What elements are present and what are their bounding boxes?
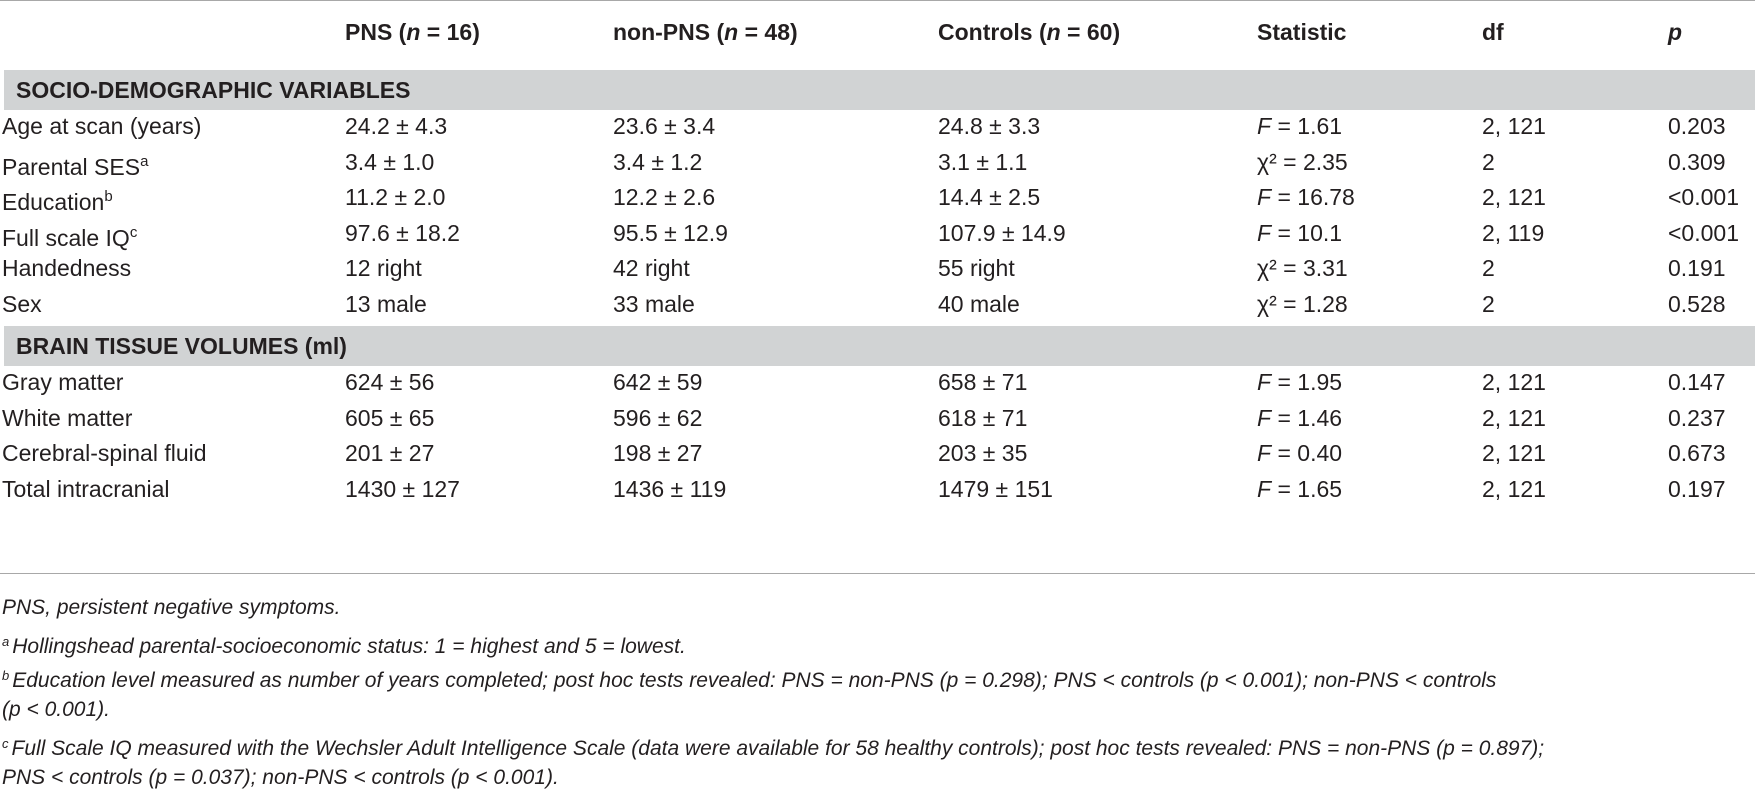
footnote-mark: a bbox=[2, 634, 10, 649]
cell-p: <0.001 bbox=[1668, 219, 1739, 246]
cell-controls: 658 ± 71 bbox=[938, 369, 1028, 395]
statistic-symbol: F bbox=[1257, 404, 1272, 431]
variable-label: Full scale IQ bbox=[2, 224, 130, 251]
cell-statistic bbox=[1257, 106, 1342, 146]
top-rule bbox=[0, 0, 1755, 1]
cell-p: 0.309 bbox=[1668, 148, 1726, 175]
statistic-value: = 10.1 bbox=[1271, 219, 1343, 246]
statistic-value: = 1.46 bbox=[1271, 404, 1343, 431]
table-row bbox=[0, 398, 1755, 438]
cell-variable bbox=[2, 433, 207, 473]
statistic-symbol: F bbox=[1257, 219, 1272, 246]
footnote-line bbox=[2, 589, 340, 626]
cell-df: 2, 121 bbox=[1482, 369, 1546, 395]
cell-statistic bbox=[1257, 248, 1348, 288]
cell-df: 2, 121 bbox=[1482, 440, 1546, 466]
cell-p: 0.528 bbox=[1668, 290, 1726, 317]
cell-pns: 13 male bbox=[345, 290, 427, 317]
cell-variable bbox=[2, 106, 201, 146]
cell-variable bbox=[2, 284, 42, 324]
header-df: df bbox=[1482, 19, 1504, 45]
cell-controls: 24.8 ± 3.3 bbox=[938, 113, 1041, 139]
table-row bbox=[0, 284, 1755, 324]
cell-statistic bbox=[1257, 142, 1348, 182]
table-row bbox=[0, 142, 1755, 182]
variable-label: Sex bbox=[2, 290, 42, 317]
cell-nonpns: 42 right bbox=[613, 255, 690, 281]
cell-controls: 107.9 ± 14.9 bbox=[938, 219, 1066, 246]
section-header bbox=[4, 326, 1755, 366]
cell-p: 0.147 bbox=[1668, 369, 1726, 395]
cell-p: 0.673 bbox=[1668, 440, 1726, 466]
header-statistic: Statistic bbox=[1257, 19, 1347, 45]
cell-pns: 11.2 ± 2.0 bbox=[345, 184, 446, 210]
cell-p: 0.191 bbox=[1668, 255, 1726, 281]
cell-pns: 605 ± 65 bbox=[345, 404, 435, 431]
variable-label: Handedness bbox=[2, 255, 132, 281]
statistic-symbol: F bbox=[1257, 184, 1272, 210]
statistic-value: = 2.35 bbox=[1276, 148, 1348, 175]
statistic-value: = 3.31 bbox=[1276, 255, 1348, 281]
cell-controls: 618 ± 71 bbox=[938, 404, 1028, 431]
statistic-symbol: F bbox=[1257, 440, 1272, 466]
variable-label: Education bbox=[2, 189, 105, 215]
cell-nonpns: 596 ± 62 bbox=[613, 404, 703, 431]
statistic-value: = 1.61 bbox=[1271, 113, 1343, 139]
footnote-text: Hollingshead parental-socioeconomic status: 1 = highest and 5 = lowest. bbox=[12, 635, 686, 658]
statistic-value: = 1.95 bbox=[1271, 369, 1343, 395]
footnote-text: PNS < controls (p = 0.037); non-PNS < controls (p < 0.001). bbox=[2, 766, 559, 789]
cell-controls: 1479 ± 151 bbox=[938, 475, 1053, 502]
cell-df: 2 bbox=[1482, 290, 1495, 317]
cell-p: 0.237 bbox=[1668, 404, 1726, 431]
cell-nonpns: 33 male bbox=[613, 290, 695, 317]
cell-nonpns: 95.5 ± 12.9 bbox=[613, 219, 728, 246]
section-header bbox=[4, 70, 1755, 110]
table-row bbox=[0, 106, 1755, 146]
cell-controls: 14.4 ± 2.5 bbox=[938, 184, 1041, 210]
section-title: SOCIO-DEMOGRAPHIC VARIABLES bbox=[16, 77, 411, 103]
cell-df: 2, 119 bbox=[1482, 219, 1545, 246]
cell-df: 2, 121 bbox=[1482, 113, 1546, 139]
table-row bbox=[0, 248, 1755, 288]
statistic-value: = 0.40 bbox=[1271, 440, 1343, 466]
cell-df: 2 bbox=[1482, 255, 1495, 281]
cell-controls: 3.1 ± 1.1 bbox=[938, 148, 1028, 175]
cell-nonpns: 198 ± 27 bbox=[613, 440, 703, 466]
table-row bbox=[0, 433, 1755, 473]
cell-df: 2, 121 bbox=[1482, 404, 1546, 431]
cell-variable bbox=[2, 248, 131, 288]
variable-label: Cerebral-spinal fluid bbox=[2, 440, 207, 466]
footnote-marker: a bbox=[140, 152, 149, 170]
footnote-text: (p < 0.001). bbox=[2, 698, 110, 721]
footnote-line bbox=[2, 657, 1496, 699]
footnote-text: Full Scale IQ measured with the Wechsler Adult Intelligence Scale (data were available for 58 healthy controls); post hoc tests revealed: PNS = non-PNS (p = 0.897); bbox=[11, 737, 1545, 760]
variable-label: Age at scan (years) bbox=[2, 113, 202, 139]
variable-label: Total intracranial bbox=[2, 475, 170, 502]
cell-statistic bbox=[1257, 362, 1342, 402]
footnote-marker: b bbox=[104, 188, 113, 205]
cell-pns: 1430 ± 127 bbox=[345, 475, 460, 502]
header-pns: PNS (n = 16) bbox=[345, 19, 480, 45]
cell-df: 2, 121 bbox=[1482, 475, 1546, 502]
statistic-symbol: χ² bbox=[1257, 255, 1277, 281]
statistic-symbol: χ² bbox=[1257, 290, 1277, 317]
cell-nonpns: 1436 ± 119 bbox=[613, 475, 727, 502]
variable-label: Gray matter bbox=[2, 369, 124, 395]
cell-nonpns: 642 ± 59 bbox=[613, 369, 703, 395]
statistic-symbol: χ² bbox=[1257, 148, 1277, 175]
variable-label: White matter bbox=[2, 404, 133, 431]
header-controls: Controls (n = 60) bbox=[938, 19, 1121, 45]
cell-pns: 3.4 ± 1.0 bbox=[345, 148, 435, 175]
cell-df: 2 bbox=[1482, 148, 1495, 175]
cell-statistic bbox=[1257, 177, 1355, 217]
table-row bbox=[0, 469, 1755, 509]
statistic-value: = 1.65 bbox=[1271, 475, 1343, 502]
cell-p: 0.203 bbox=[1668, 113, 1726, 139]
cell-df: 2, 121 bbox=[1482, 184, 1546, 210]
cell-p: <0.001 bbox=[1668, 184, 1739, 210]
statistic-value: = 16.78 bbox=[1271, 184, 1355, 210]
cell-nonpns: 3.4 ± 1.2 bbox=[613, 148, 703, 175]
table-row bbox=[0, 177, 1755, 217]
cell-statistic bbox=[1257, 398, 1342, 438]
variable-label: Parental SES bbox=[2, 153, 141, 180]
table-header-row bbox=[0, 12, 1755, 52]
footnote-line bbox=[2, 691, 110, 728]
statistic-value: = 1.28 bbox=[1276, 290, 1348, 317]
footnote-text: Education level measured as number of years completed; post hoc tests revealed: PNS = non-PNS (p = 0.298); PNS < controls (p < 0.001); non-PNS < controls bbox=[12, 669, 1497, 692]
cell-statistic bbox=[1257, 469, 1342, 509]
section-title: BRAIN TISSUE VOLUMES (ml) bbox=[16, 333, 347, 359]
cell-controls: 40 male bbox=[938, 290, 1020, 317]
statistic-symbol: F bbox=[1257, 475, 1272, 502]
cell-pns: 201 ± 27 bbox=[345, 440, 435, 466]
table-row bbox=[0, 362, 1755, 402]
cell-variable bbox=[2, 362, 123, 402]
cell-statistic bbox=[1257, 284, 1348, 324]
cell-pns: 24.2 ± 4.3 bbox=[345, 113, 448, 139]
cell-controls: 55 right bbox=[938, 255, 1015, 281]
header-nonpns: non-PNS (n = 48) bbox=[613, 19, 798, 45]
cell-nonpns: 12.2 ± 2.6 bbox=[613, 184, 716, 210]
cell-pns: 624 ± 56 bbox=[345, 369, 435, 395]
cell-pns: 97.6 ± 18.2 bbox=[345, 219, 460, 246]
footnote-mark: b bbox=[2, 668, 10, 683]
statistic-symbol: F bbox=[1257, 369, 1272, 395]
cell-controls: 203 ± 35 bbox=[938, 440, 1028, 466]
cell-nonpns: 23.6 ± 3.4 bbox=[613, 113, 716, 139]
footnote-line bbox=[2, 759, 559, 796]
cell-statistic bbox=[1257, 433, 1342, 473]
cell-p: 0.197 bbox=[1668, 475, 1726, 502]
cell-variable bbox=[2, 398, 132, 438]
cell-statistic bbox=[1257, 213, 1342, 253]
cell-pns: 12 right bbox=[345, 255, 422, 281]
statistic-symbol: F bbox=[1257, 113, 1272, 139]
footnote-mark: c bbox=[2, 736, 9, 751]
cell-variable bbox=[2, 469, 169, 509]
footnote-text: PNS, persistent negative symptoms. bbox=[2, 596, 341, 619]
table-row bbox=[0, 213, 1755, 253]
header-p: p bbox=[1668, 19, 1683, 45]
footnote-marker: c bbox=[129, 223, 138, 241]
bottom-rule bbox=[0, 573, 1755, 574]
